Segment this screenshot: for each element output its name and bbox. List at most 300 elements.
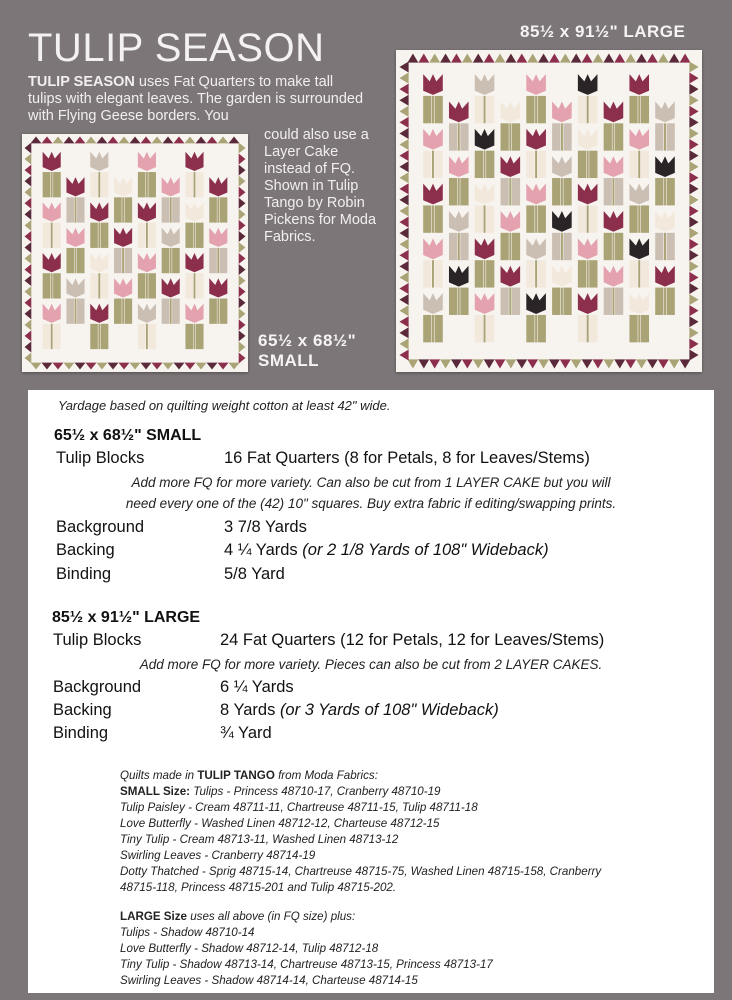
- tulip-petal: [501, 266, 521, 287]
- tulip-stem: [217, 299, 219, 324]
- tulip-leaf-left: [449, 178, 457, 205]
- flying-geese-left: [25, 319, 32, 330]
- flying-geese-left: [25, 142, 32, 153]
- tulip-leaf-right: [589, 260, 597, 287]
- tulip-leaf-right: [460, 288, 468, 315]
- tulip-leaf-right: [196, 324, 204, 349]
- tulip-leaf-left: [501, 178, 509, 205]
- flying-geese-top: [118, 137, 129, 144]
- tulip-leaf-left: [655, 123, 663, 150]
- flying-geese-top: [516, 53, 527, 62]
- tulip-leaf-left: [138, 223, 146, 248]
- flying-geese-bottom: [571, 359, 582, 368]
- spacer: [120, 896, 700, 909]
- flying-geese-right: [689, 183, 698, 194]
- tulip-petal: [552, 266, 572, 287]
- large-binding-row: [53, 724, 693, 746]
- small-size-caption: [258, 331, 368, 371]
- tulip-leaf-left: [90, 273, 98, 298]
- tulip-leaf-left: [629, 205, 637, 232]
- flying-geese-right: [689, 327, 698, 338]
- tulip-petal: [138, 253, 156, 272]
- large-binding-value: ¾ Yard: [220, 724, 272, 742]
- tulip-leaf-left: [526, 315, 534, 342]
- tulip-petal: [629, 74, 649, 95]
- tulip-stem: [194, 273, 196, 298]
- flying-geese-top: [538, 53, 549, 62]
- flying-geese-left: [399, 305, 408, 316]
- tulip-leaf-left: [526, 151, 534, 178]
- tulip-petal: [655, 211, 675, 232]
- tulip-leaf-right: [641, 205, 649, 232]
- large-quilt-illustration: [396, 50, 702, 372]
- flying-geese-top: [495, 53, 506, 62]
- flying-geese-right: [689, 172, 698, 183]
- flying-geese-bottom: [495, 359, 506, 368]
- flying-geese-right: [689, 349, 698, 360]
- tulip-leaf-right: [435, 96, 443, 123]
- tulip-leaf-right: [460, 178, 468, 205]
- large-background-row: [53, 678, 693, 700]
- flying-geese-right: [689, 294, 698, 305]
- tulip-stem: [146, 223, 148, 248]
- tulip-petal: [552, 101, 572, 122]
- tulip-leaf-left: [578, 315, 586, 342]
- flying-geese-bottom: [129, 363, 140, 370]
- flying-geese-top: [418, 53, 429, 62]
- flying-geese-left: [399, 239, 408, 250]
- flying-geese-left: [25, 220, 32, 231]
- flying-geese-left: [399, 316, 408, 327]
- tulip-petal: [526, 184, 546, 205]
- tulip-stem: [194, 324, 196, 349]
- tulip-leaf-left: [209, 299, 217, 324]
- tulip-leaf-right: [101, 273, 109, 298]
- tulip-leaf-left: [629, 96, 637, 123]
- flying-geese-top: [625, 53, 636, 62]
- flying-geese-left: [25, 198, 32, 209]
- flying-geese-left: [399, 117, 408, 128]
- tulip-leaf-right: [563, 178, 571, 205]
- tulip-leaf-left: [423, 96, 431, 123]
- tulip-stem: [638, 151, 640, 178]
- flying-geese-left: [399, 128, 408, 139]
- small-fabric-line: [120, 784, 700, 800]
- flying-geese-right: [689, 117, 698, 128]
- tulip-leaf-left: [552, 178, 560, 205]
- flying-geese-bottom: [63, 363, 74, 370]
- tulip-leaf-right: [172, 299, 180, 324]
- flying-geese-bottom: [549, 359, 560, 368]
- tulip-stem: [484, 260, 486, 287]
- tulip-stem: [432, 205, 434, 232]
- flying-geese-right: [239, 142, 246, 153]
- tulip-petal: [185, 152, 203, 171]
- fabric-intro-prefix: Quilts made in: [120, 769, 198, 782]
- flying-geese-bottom: [680, 359, 691, 368]
- large-size-label: LARGE Size: [120, 910, 187, 923]
- flying-geese-bottom: [407, 359, 418, 368]
- flying-geese-left: [399, 338, 408, 349]
- tulip-leaf-left: [43, 172, 51, 197]
- flying-geese-bottom: [74, 363, 85, 370]
- tulip-leaf-left: [162, 197, 170, 222]
- tulip-leaf-left: [578, 151, 586, 178]
- tulip-stem: [98, 172, 100, 197]
- tulip-stem: [664, 288, 666, 315]
- flying-geese-top: [571, 53, 582, 62]
- flying-geese-top: [141, 137, 152, 144]
- tulip-petal: [209, 278, 227, 297]
- tulip-stem: [612, 178, 614, 205]
- flying-geese-left: [25, 187, 32, 198]
- small-quilt-illustration: [22, 134, 248, 372]
- tulip-stem: [458, 288, 460, 315]
- tulip-leaf-left: [501, 123, 509, 150]
- flying-geese-left: [399, 261, 408, 272]
- flying-geese-top: [658, 53, 669, 62]
- tulip-petal: [629, 129, 649, 150]
- flying-geese-right: [239, 341, 246, 352]
- large-backing-value: 8 Yards: [220, 701, 280, 719]
- large-section-title: 85½ x 91½" LARGE: [52, 609, 201, 626]
- tulip-stem: [458, 123, 460, 150]
- flying-geese-top: [41, 137, 52, 144]
- tulip-leaf-right: [615, 233, 623, 260]
- tulip-leaf-left: [423, 315, 431, 342]
- flying-geese-left: [25, 341, 32, 352]
- tulip-petal: [162, 228, 180, 247]
- tulip-leaf-left: [66, 248, 74, 273]
- flying-geese-top: [527, 53, 538, 62]
- tulip-stem: [146, 273, 148, 298]
- flying-geese-bottom: [218, 363, 229, 370]
- tulip-stem: [484, 151, 486, 178]
- flying-geese-left: [25, 242, 32, 253]
- tulip-petal: [501, 156, 521, 177]
- fabric-intro-collection: TULIP TANGO: [197, 769, 275, 782]
- flying-geese-bottom: [185, 363, 196, 370]
- tulip-stem: [638, 260, 640, 287]
- tulip-leaf-left: [185, 223, 193, 248]
- large-backing-note: (or 3 Yards of 108" Wideback): [279, 701, 499, 719]
- flying-geese-right: [239, 154, 246, 165]
- flying-geese-left: [399, 194, 408, 205]
- tulip-leaf-right: [77, 248, 85, 273]
- large-note: Add more FQ for more variety. Pieces can also be cut from 2 LAYER CAKES.: [139, 657, 603, 672]
- tulip-leaf-right: [220, 248, 228, 273]
- tulip-stem: [535, 205, 537, 232]
- flying-geese-right: [689, 95, 698, 106]
- small-fabric-line-0: Tulips - Princess 48710-17, Cranberry 48710-19: [190, 785, 441, 798]
- tulip-stem: [51, 324, 53, 349]
- flying-geese-bottom: [229, 363, 240, 370]
- tulip-leaf-right: [172, 197, 180, 222]
- tulip-stem: [535, 315, 537, 342]
- flying-geese-left: [399, 183, 408, 194]
- tulip-leaf-right: [563, 233, 571, 260]
- tulip-petal: [66, 228, 84, 247]
- tulip-leaf-right: [148, 223, 156, 248]
- flying-geese-top: [152, 137, 163, 144]
- tulip-leaf-left: [475, 96, 483, 123]
- flying-geese-top: [207, 137, 218, 144]
- tulip-leaf-left: [578, 96, 586, 123]
- tulip-petal: [655, 156, 675, 177]
- intro-side-text: could also use a Layer Cake instead of FQ. Shown in Tulip Tango by Robin Pickens for Moda Fabrics.: [264, 127, 377, 245]
- tulip-leaf-right: [196, 223, 204, 248]
- tulip-leaf-left: [629, 315, 637, 342]
- tulip-petal: [90, 152, 108, 171]
- flying-geese-right: [239, 198, 246, 209]
- flying-geese-bottom: [614, 359, 625, 368]
- tulip-petal: [43, 304, 61, 323]
- tulip-stem: [51, 223, 53, 248]
- fabric-list: [120, 768, 700, 989]
- tulip-stem: [561, 233, 563, 260]
- tulip-stem: [98, 223, 100, 248]
- small-tulip-label: Tulip Blocks: [56, 449, 145, 467]
- tulip-stem: [587, 260, 589, 287]
- tulip-stem: [75, 299, 77, 324]
- flying-geese-right: [689, 73, 698, 84]
- tulip-stem: [217, 197, 219, 222]
- flying-geese-right: [239, 352, 246, 363]
- flying-geese-top: [129, 137, 140, 144]
- tulip-leaf-right: [435, 205, 443, 232]
- flying-geese-right: [239, 319, 246, 330]
- flying-geese-bottom: [505, 359, 516, 368]
- tulip-petal: [43, 152, 61, 171]
- tulip-stem: [587, 151, 589, 178]
- tulip-petal: [162, 177, 180, 196]
- flying-geese-right: [689, 305, 698, 316]
- flying-geese-right: [689, 250, 698, 261]
- tulip-petal: [526, 74, 546, 95]
- flying-geese-top: [218, 137, 229, 144]
- tulip-leaf-right: [563, 288, 571, 315]
- tulip-leaf-right: [53, 223, 61, 248]
- small-backing-label: Backing: [56, 541, 115, 559]
- tulip-petal: [185, 304, 203, 323]
- tulip-petal: [66, 177, 84, 196]
- tulip-leaf-left: [138, 324, 146, 349]
- flying-geese-right: [689, 150, 698, 161]
- tulip-petal: [604, 156, 624, 177]
- tulip-stem: [51, 273, 53, 298]
- tulip-petal: [449, 266, 469, 287]
- large-tulip-value: 24 Fat Quarters (12 for Petals, 12 for Leaves/Stems): [220, 631, 605, 649]
- tulip-leaf-left: [655, 178, 663, 205]
- tulip-stem: [458, 233, 460, 260]
- flying-geese-left: [25, 330, 32, 341]
- flying-geese-right: [689, 106, 698, 117]
- tulip-leaf-left: [552, 123, 560, 150]
- large-fabric-line-3: Swirling Leaves - Shadow 48714-14, Charteuse 48714-15: [120, 974, 418, 987]
- tulip-petal: [475, 129, 495, 150]
- small-fabric-line-2: Love Butterfly - Washed Linen 48712-12, Charteuse 48712-15: [120, 817, 440, 830]
- flying-geese-right: [689, 272, 698, 283]
- page-title: TULIP SEASON: [28, 26, 325, 70]
- tulip-stem: [587, 315, 589, 342]
- tulip-leaf-left: [655, 288, 663, 315]
- tulip-petal: [604, 211, 624, 232]
- flying-geese-right: [239, 187, 246, 198]
- tulip-leaf-right: [101, 324, 109, 349]
- large-tulip-row: [53, 631, 703, 653]
- tulip-petal: [449, 101, 469, 122]
- flying-geese-bottom: [462, 359, 473, 368]
- tulip-stem: [638, 96, 640, 123]
- tulip-leaf-right: [667, 288, 675, 315]
- flying-geese-left: [399, 139, 408, 150]
- tulip-petal: [552, 156, 572, 177]
- tulip-petal: [90, 304, 108, 323]
- tulip-stem: [432, 151, 434, 178]
- flying-geese-right: [239, 231, 246, 242]
- tulip-leaf-left: [138, 172, 146, 197]
- tulip-petal: [604, 101, 624, 122]
- flying-geese-left: [399, 161, 408, 172]
- tulip-petal: [475, 293, 495, 314]
- tulip-leaf-right: [538, 260, 546, 287]
- tulip-leaf-left: [209, 248, 217, 273]
- tulip-petal: [90, 253, 108, 272]
- tulip-leaf-left: [43, 324, 51, 349]
- tulip-petal: [449, 156, 469, 177]
- tulip-petal: [578, 129, 598, 150]
- large-fabric-line-0: Tulips - Shadow 48710-14: [120, 926, 255, 939]
- tulip-leaf-left: [114, 197, 122, 222]
- tulip-leaf-left: [162, 299, 170, 324]
- flying-geese-bottom: [207, 363, 218, 370]
- tulip-stem: [194, 172, 196, 197]
- small-background-value: 3 7/8 Yards: [224, 518, 307, 536]
- tulip-petal: [629, 293, 649, 314]
- tulip-stem: [638, 205, 640, 232]
- tulip-petal: [501, 211, 521, 232]
- flying-geese-left: [25, 286, 32, 297]
- large-fabric-line-1: Love Butterfly - Shadow 48712-14, Tulip 48712-18: [120, 942, 379, 955]
- tulip-stem: [194, 223, 196, 248]
- tulip-leaf-right: [615, 288, 623, 315]
- tulip-stem: [432, 96, 434, 123]
- tulip-stem: [664, 178, 666, 205]
- flying-geese-bottom: [429, 359, 440, 368]
- flying-geese-top: [680, 53, 691, 62]
- tulip-leaf-left: [423, 205, 431, 232]
- flying-geese-top: [582, 53, 593, 62]
- tulip-leaf-right: [220, 299, 228, 324]
- flying-geese-left: [25, 253, 32, 264]
- tulip-leaf-left: [578, 205, 586, 232]
- tulip-stem: [75, 197, 77, 222]
- flying-geese-bottom: [141, 363, 152, 370]
- flying-geese-bottom: [174, 363, 185, 370]
- tulip-leaf-right: [589, 96, 597, 123]
- flying-geese-top: [52, 137, 63, 144]
- tulip-leaf-right: [101, 172, 109, 197]
- tulip-leaf-right: [101, 223, 109, 248]
- tulip-leaf-right: [486, 151, 494, 178]
- flying-geese-right: [689, 194, 698, 205]
- tulip-leaf-right: [196, 172, 204, 197]
- tulip-leaf-left: [43, 273, 51, 298]
- tulip-petal: [114, 278, 132, 297]
- flying-geese-left: [399, 327, 408, 338]
- tulip-leaf-left: [552, 233, 560, 260]
- flying-geese-top: [549, 53, 560, 62]
- tulip-petal: [629, 238, 649, 259]
- flying-geese-top: [229, 137, 240, 144]
- flying-geese-bottom: [669, 359, 680, 368]
- tulip-stem: [561, 123, 563, 150]
- tulip-petal: [114, 177, 132, 196]
- tulip-leaf-right: [77, 299, 85, 324]
- tulip-stem: [170, 197, 172, 222]
- flying-geese-left: [399, 73, 408, 84]
- small-tulip-value: 16 Fat Quarters (8 for Petals, 8 for Leaves/Stems): [224, 449, 590, 467]
- flying-geese-right: [689, 61, 698, 72]
- flying-geese-left: [399, 349, 408, 360]
- large-background-label: Background: [53, 678, 142, 696]
- tulip-petal: [138, 202, 156, 221]
- tulip-leaf-left: [501, 233, 509, 260]
- tulip-leaf-right: [148, 172, 156, 197]
- flying-geese-bottom: [52, 363, 63, 370]
- tulip-leaf-right: [589, 205, 597, 232]
- tulip-leaf-right: [172, 248, 180, 273]
- tulip-stem: [535, 151, 537, 178]
- tulip-petal: [185, 253, 203, 272]
- flying-geese-left: [25, 297, 32, 308]
- tulip-leaf-right: [125, 299, 133, 324]
- tulip-stem: [432, 315, 434, 342]
- tulip-leaf-right: [641, 260, 649, 287]
- tulip-petal: [629, 184, 649, 205]
- flying-geese-top: [614, 53, 625, 62]
- small-note-line2: need every one of the (42) 10" squares. Buy extra fabric if editing/swapping prints.: [125, 496, 617, 511]
- tulip-stem: [509, 233, 511, 260]
- flying-geese-left: [25, 176, 32, 187]
- flying-geese-bottom: [85, 363, 96, 370]
- small-background-row: [56, 518, 696, 540]
- tulip-leaf-left: [185, 273, 193, 298]
- tulip-leaf-left: [138, 273, 146, 298]
- flying-geese-right: [239, 330, 246, 341]
- flying-geese-bottom: [636, 359, 647, 368]
- tulip-petal: [423, 129, 443, 150]
- tulip-leaf-right: [486, 315, 494, 342]
- tulip-leaf-left: [629, 260, 637, 287]
- flying-geese-bottom: [516, 359, 527, 368]
- tulip-stem: [587, 205, 589, 232]
- tulip-stem: [509, 123, 511, 150]
- flying-geese-bottom: [625, 359, 636, 368]
- tulip-leaf-right: [53, 172, 61, 197]
- flying-geese-bottom: [30, 363, 41, 370]
- tulip-petal: [43, 202, 61, 221]
- tulip-leaf-right: [512, 178, 520, 205]
- flying-geese-bottom: [582, 359, 593, 368]
- flying-geese-right: [689, 228, 698, 239]
- flying-geese-right: [239, 264, 246, 275]
- tulip-petal: [604, 266, 624, 287]
- tulip-petal: [114, 228, 132, 247]
- tulip-stem: [612, 288, 614, 315]
- large-fabric-line-2: Tiny Tulip - Shadow 48713-14, Chartreuse 48713-15, Princess 48713-17: [120, 958, 493, 971]
- flying-geese-right: [689, 139, 698, 150]
